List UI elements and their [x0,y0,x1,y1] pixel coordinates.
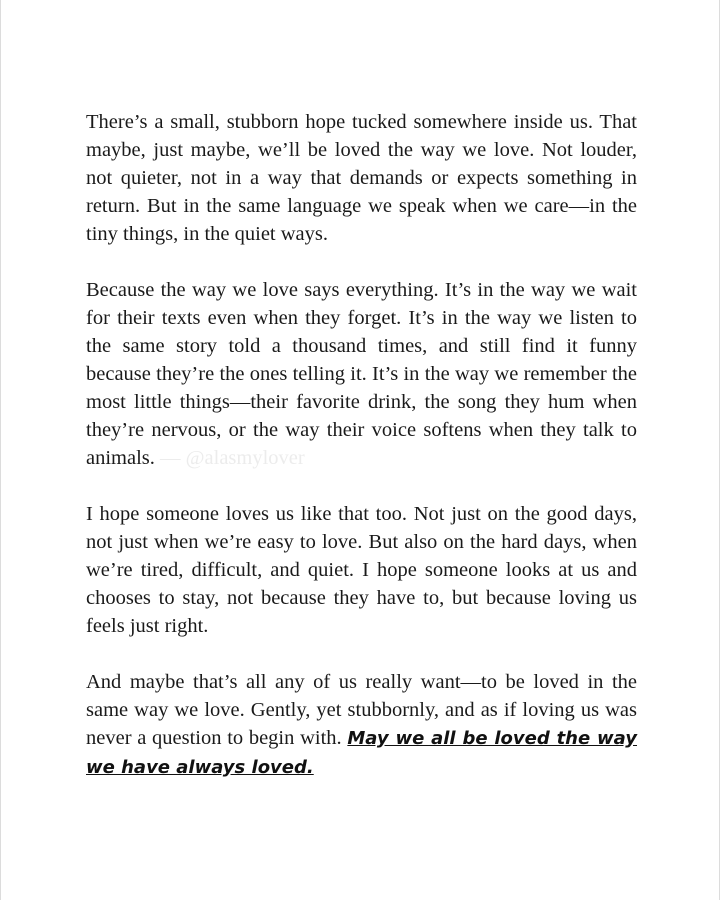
paragraph-1-text: There’s a small, stubborn hope tucked somewhere inside us. That maybe, just maybe, we’ll be loved the way we love. Not louder, not quieter, not in a way that demands or expects something in return. But in the same language we speak when we care—in the tiny things, in the quiet ways. [86,111,637,245]
watermark-handle: — @alasmylover [154,447,305,469]
document-body [86,108,637,810]
paragraph-2-text: Because the way we love says everything. It’s in the way we wait for their texts even when they forget. It’s in the way we listen to the same story told a thousand times, and still find it funny because they’re the ones telling it. It’s in the way we remember the most little things—their favorite drink, the song they hum when they’re nervous, or the way their voice softens when they talk to animals. [86,279,637,469]
paragraph-3-text: I hope someone loves us like that too. Not just on the good days, not just when we’re easy to love. But also on the hard days, when we’re tired, difficult, and quiet. I hope someone looks at us and chooses to stay, not because they have to, but because loving us feels just right. [86,503,637,637]
paragraph-4-text: And maybe that’s all any of us really want—to be loved in the same way we love. Gently, yet stubbornly, and as if loving us was never a question to begin with. [86,671,637,749]
paragraph-1 [86,108,637,248]
paragraph-2 [86,276,637,472]
closing-emphasis: May we all be loved the way we have always loved. [86,728,638,778]
paragraph-4 [86,668,637,782]
paragraph-3 [86,500,637,640]
